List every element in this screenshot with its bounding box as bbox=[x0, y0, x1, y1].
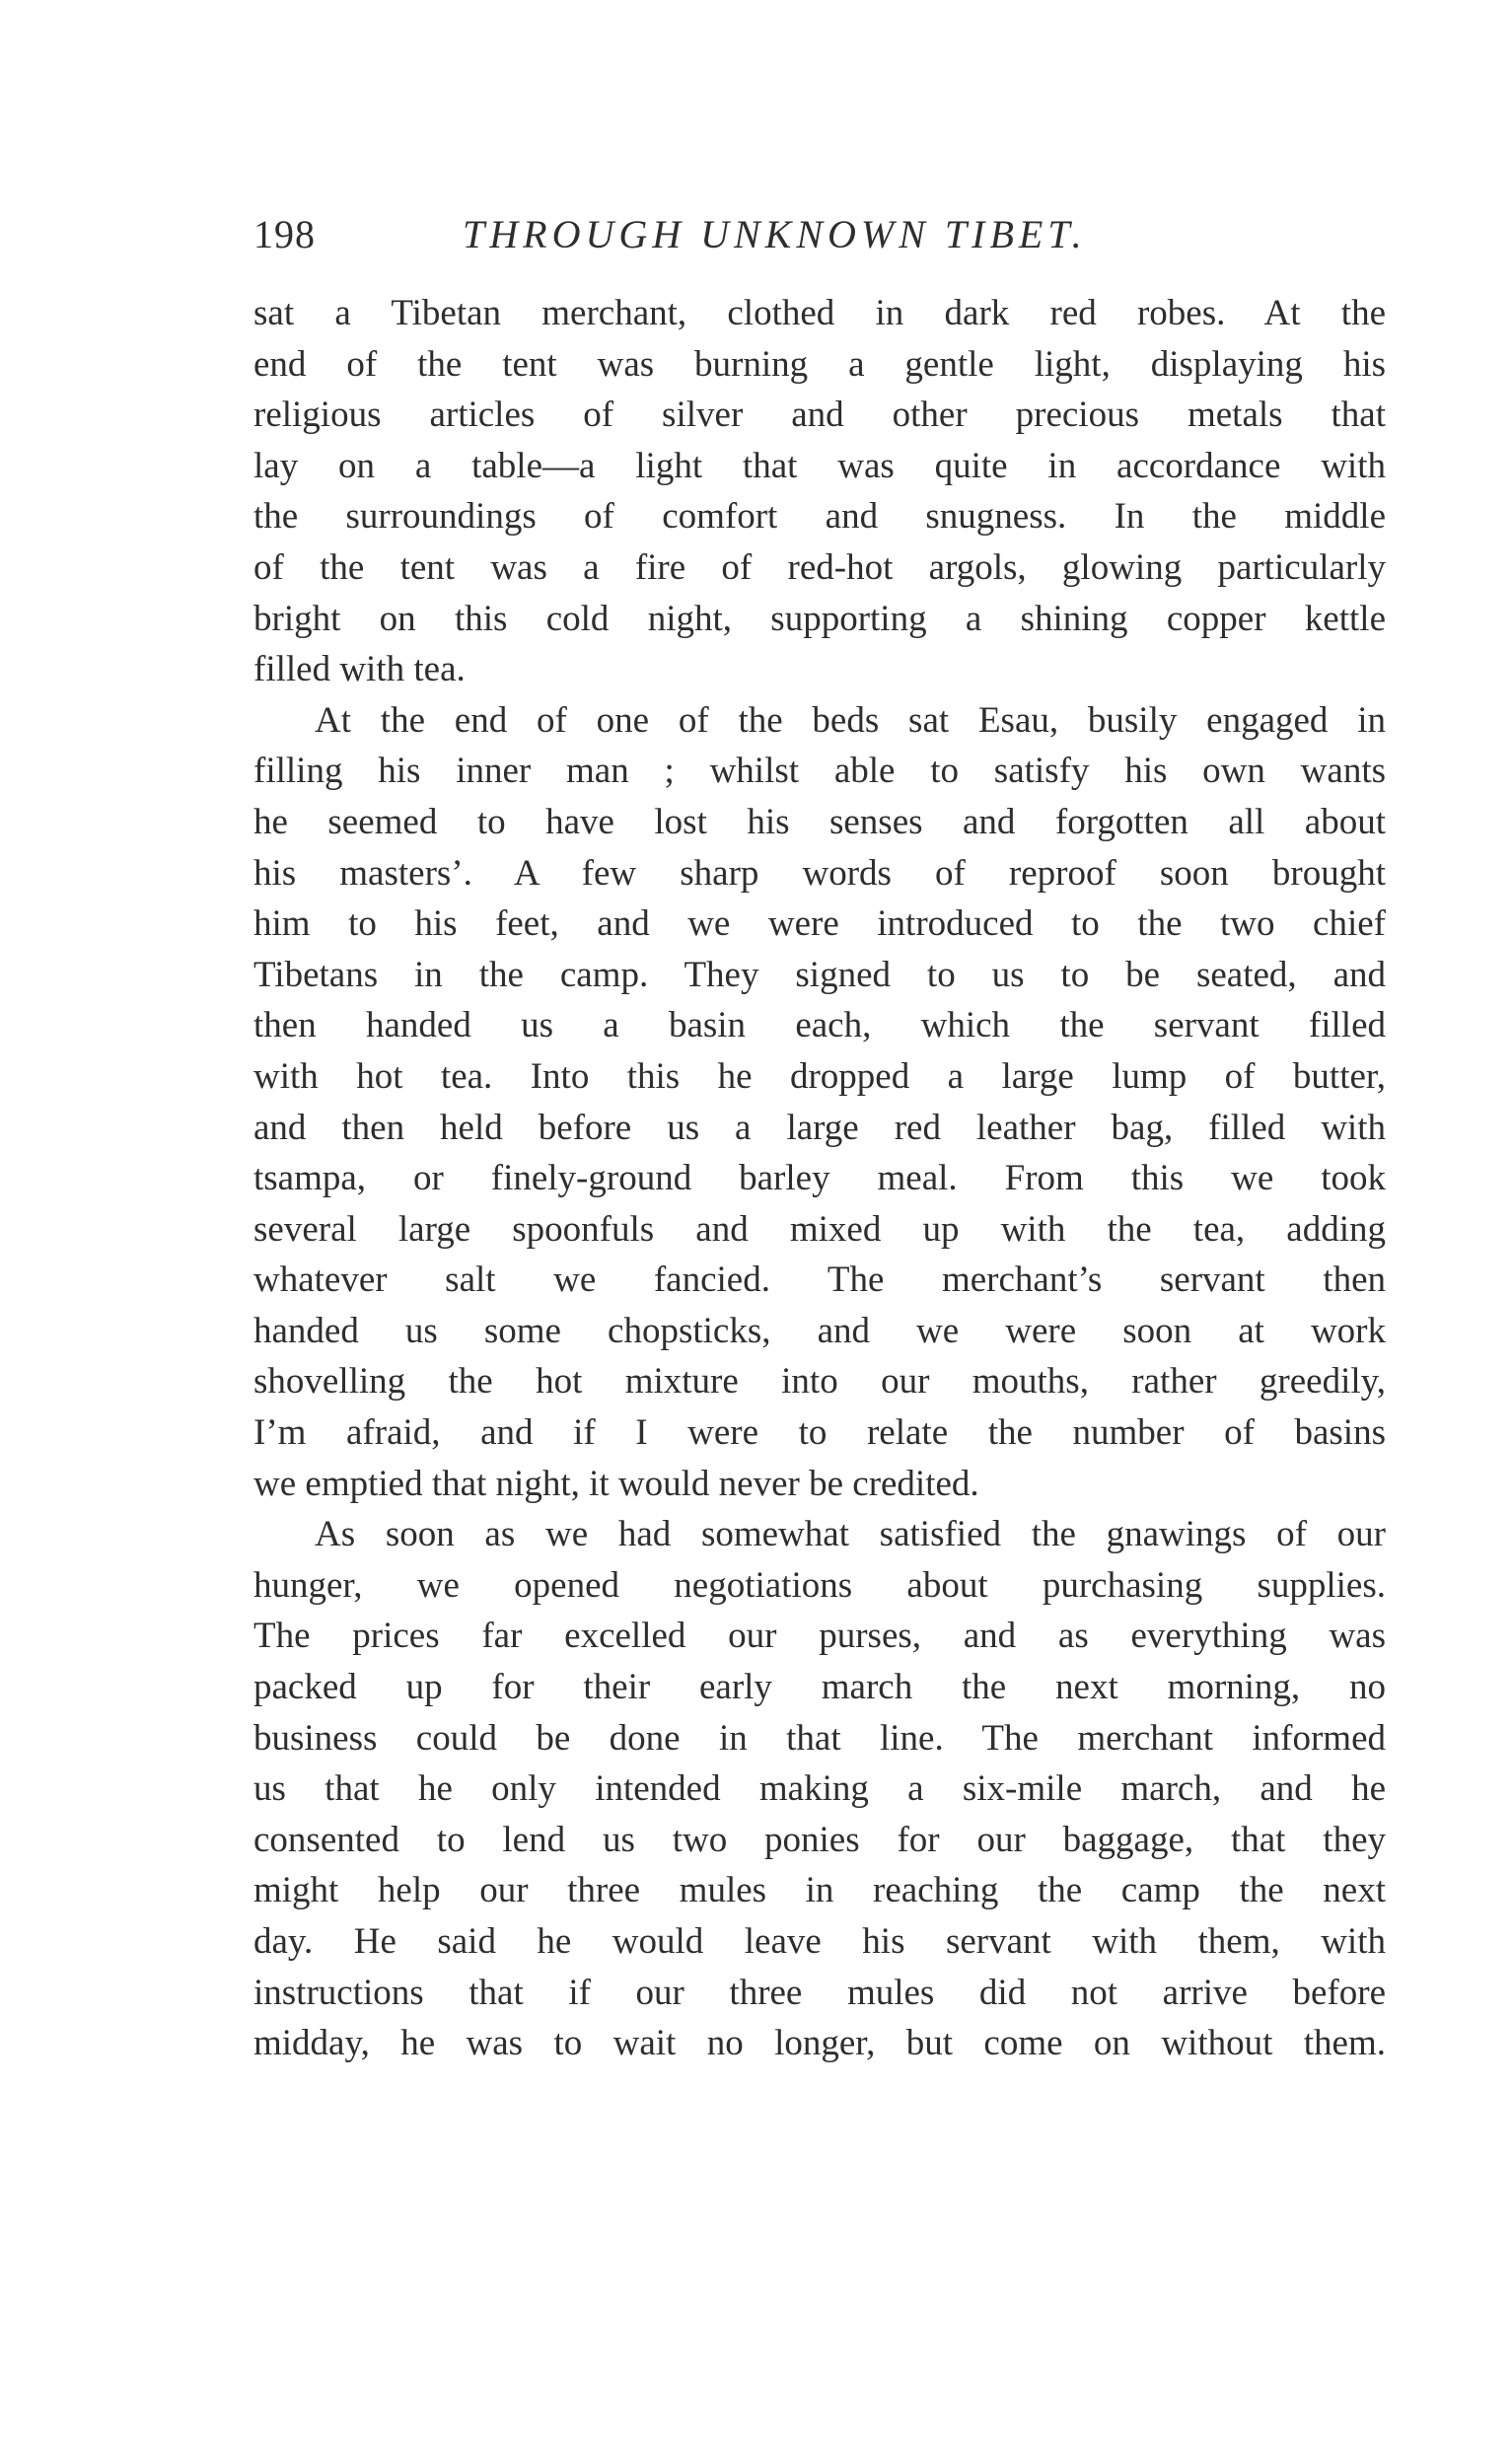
text-line: sat a Tibetan merchant, clothed in dark red robes. At the bbox=[253, 293, 1386, 333]
text-line: whatever salt we fancied. The merchant’s servant then bbox=[253, 1259, 1386, 1301]
text-line: we emptied that night, it would never be credited. bbox=[253, 1463, 979, 1504]
text-line: shovelling the hot mixture into our mouths, rather greedily, bbox=[253, 1361, 1386, 1403]
text-line: As soon as we had somewhat satisfied the gnawings of our bbox=[315, 1514, 1386, 1555]
text-line: him to his feet, and we were introduced to the two chief bbox=[253, 903, 1386, 945]
text-line: then handed us a basin each, which the servant filled bbox=[253, 1005, 1386, 1046]
text-line: business could be done in that line. The merchant informed bbox=[253, 1717, 1386, 1759]
text-line: of the tent was a fire of red-hot argols, glowing particularly bbox=[253, 546, 1386, 588]
text-line: instructions that if our three mules did not arrive before bbox=[253, 1972, 1386, 2013]
text-line: day. He said he would leave his servant with them, with bbox=[253, 1921, 1386, 1962]
text-line: tsampa, or finely-ground barley meal. From this we took bbox=[253, 1158, 1386, 1199]
text-line: lay on a table—a light that was quite in accordance with bbox=[253, 445, 1386, 486]
text-line: handed us some chopsticks, and we were soon at work bbox=[253, 1310, 1386, 1351]
text-line: I’m afraid, and if I were to relate the number of basins bbox=[253, 1412, 1386, 1454]
text-line: and then held before us a large red leather bag, filled with bbox=[253, 1107, 1386, 1148]
paragraph bbox=[253, 1509, 1386, 2069]
running-head bbox=[253, 211, 1388, 270]
text-line: several large spoonfuls and mixed up with the tea, adding bbox=[253, 1208, 1386, 1250]
text-line: filled with tea. bbox=[253, 649, 466, 690]
text-line: us that he only intended making a six-mile march, and he bbox=[253, 1768, 1386, 1810]
text-line: consented to lend us two ponies for our baggage, that they bbox=[253, 1819, 1386, 1860]
text-line: he seemed to have lost his senses and forgotten all about bbox=[253, 801, 1386, 842]
text-line: filling his inner man ; whilst able to satisfy his own wants bbox=[253, 751, 1386, 792]
text-line: bright on this cold night, supporting a shining copper kettle bbox=[253, 598, 1386, 639]
text-line: hunger, we opened negotiations about purchasing supplies. bbox=[253, 1564, 1386, 1606]
text-line: end of the tent was burning a gentle light, displaying his bbox=[253, 343, 1386, 385]
running-title: THROUGH UNKNOWN TIBET. bbox=[463, 212, 1087, 256]
text-line: religious articles of silver and other precious metals that bbox=[253, 395, 1386, 436]
text-line: with hot tea. Into this he dropped a large lump of butter, bbox=[253, 1055, 1386, 1097]
text-line: midday, he was to wait no longer, but come on without them. bbox=[253, 2023, 1386, 2064]
text-line: Tibetans in the camp. They signed to us to be seated, and bbox=[253, 954, 1386, 995]
text-line: might help our three mules in reaching the camp the next bbox=[253, 1870, 1386, 1911]
text-line: his masters’. A few sharp words of reproof soon brought bbox=[253, 852, 1386, 894]
paragraph bbox=[253, 695, 1386, 1510]
text-line: At the end of one of the beds sat Esau, busily engaged in bbox=[315, 699, 1386, 741]
text-line: The prices far excelled our purses, and as everything was bbox=[253, 1616, 1386, 1657]
body-text bbox=[253, 288, 1386, 2069]
text-line: packed up for their early march the next morning, no bbox=[253, 1667, 1386, 1708]
page-number: 198 bbox=[253, 212, 316, 256]
text-line: the surroundings of comfort and snugness. In the middle bbox=[253, 496, 1386, 538]
paragraph bbox=[253, 288, 1386, 695]
